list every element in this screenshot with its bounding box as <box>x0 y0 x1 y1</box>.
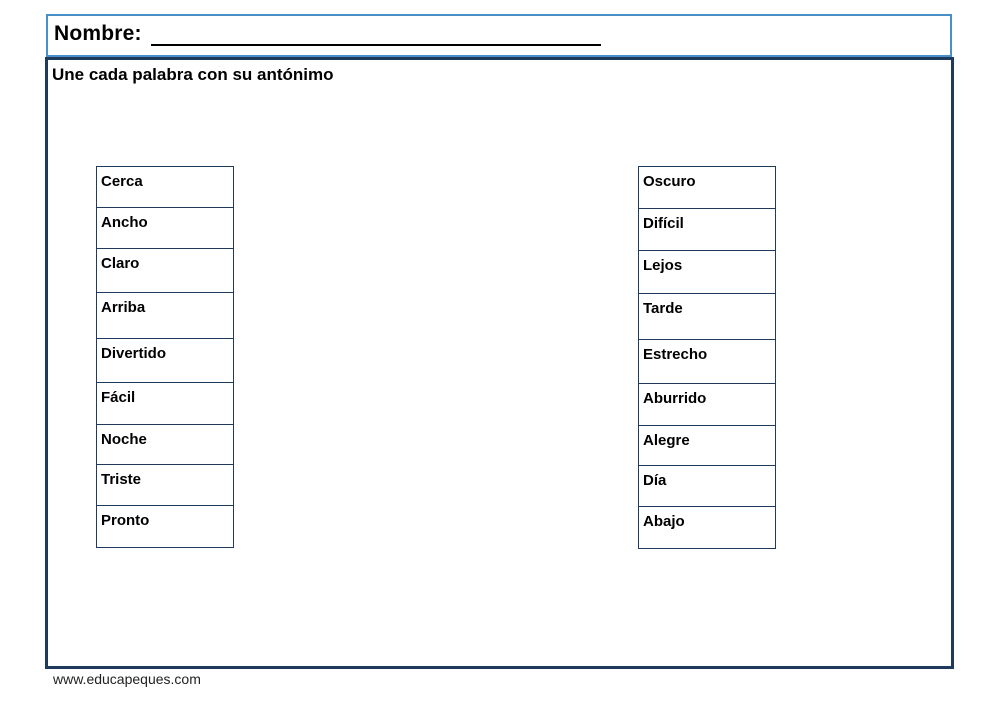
left-word-cell[interactable]: Divertido <box>97 339 233 383</box>
right-word-column <box>638 166 776 549</box>
left-word-cell[interactable]: Pronto <box>101 512 150 529</box>
left-word-cell[interactable]: Triste <box>97 465 233 506</box>
right-word-cell[interactable]: Alegre <box>639 426 775 466</box>
name-header-box <box>46 14 952 57</box>
right-word-cell[interactable]: Día <box>639 466 775 507</box>
right-word-cell[interactable]: Abajo <box>643 513 685 530</box>
left-word-cell[interactable]: Arriba <box>97 293 233 339</box>
left-word-cell[interactable]: Cerca <box>97 167 233 208</box>
footer-url: www.educapeques.com <box>53 671 201 687</box>
right-word-cell[interactable]: Estrecho <box>639 340 775 384</box>
left-word-cell[interactable]: Noche <box>97 425 233 465</box>
right-word-cell[interactable]: Oscuro <box>639 167 775 209</box>
left-word-cell[interactable]: Ancho <box>97 208 233 249</box>
right-word-cell[interactable]: Tarde <box>639 294 775 340</box>
instruction-text: Une cada palabra con su antónimo <box>52 65 334 84</box>
right-word-cell[interactable]: Lejos <box>639 251 775 294</box>
name-label: Nombre: <box>54 22 142 45</box>
left-word-column <box>96 166 234 548</box>
right-word-cell[interactable]: Aburrido <box>639 384 775 426</box>
right-word-cell[interactable]: Difícil <box>639 209 775 251</box>
left-word-cell[interactable]: Fácil <box>97 383 233 425</box>
left-word-cell[interactable]: Claro <box>97 249 233 293</box>
name-write-line[interactable] <box>151 44 601 46</box>
